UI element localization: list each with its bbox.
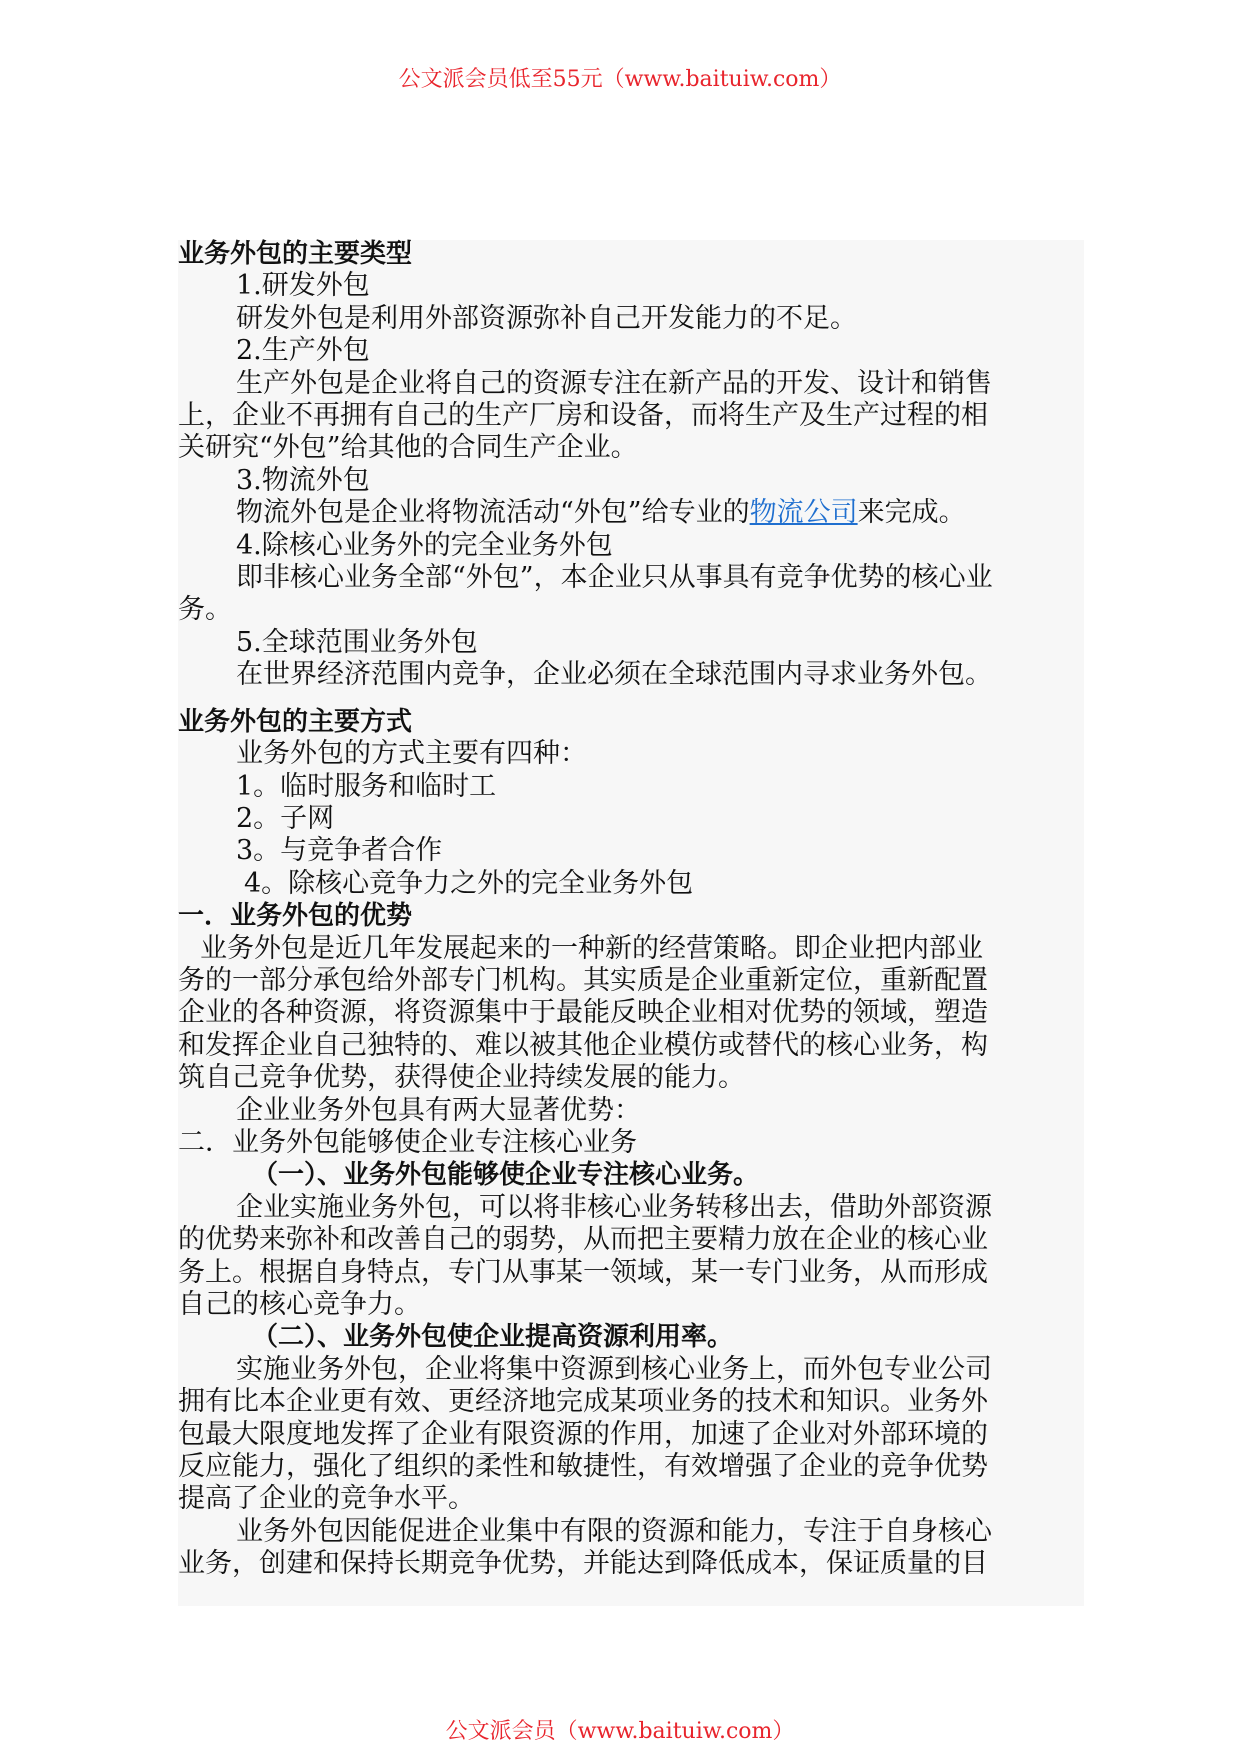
paragraph-line: 包最大限度地发挥了企业有限资源的作用，加速了企业对外部环境的 — [178, 1418, 988, 1450]
item-text: 即非核心业务全部“外包”，本企业只从事具有竞争优势的核心业 — [236, 562, 993, 594]
item-text-part: 来完成。 — [857, 497, 966, 529]
list-item: 4。除核心竞争力之外的完全业务外包 — [244, 867, 694, 899]
paragraph-line: 筑自己竞争优势，获得使企业持续发展的能力。 — [178, 1062, 745, 1094]
item-title: 3.物流外包 — [236, 464, 370, 496]
item-text: 上，企业不再拥有自己的生产厂房和设备，而将生产及生产过程的相 — [178, 400, 988, 432]
item-text: 研发外包是利用外部资源弥补自己开发能力的不足。 — [236, 302, 857, 334]
document-body — [178, 238, 1084, 1581]
item-title: 4.除核心业务外的完全业务外包 — [236, 529, 613, 561]
paragraph-line: 业务，创建和保持长期竞争优势，并能达到降低成本，保证质量的目 — [178, 1548, 988, 1580]
item-text-part: 物流外包是企业将物流活动“外包”给专业的 — [236, 497, 750, 529]
footer-watermark: 公文派会员（www.baituiw.com） — [445, 1719, 795, 1744]
header-watermark: 公文派会员低至55元（www.baituiw.com） — [398, 67, 842, 92]
paragraph-line: 实施业务外包，企业将集中资源到核心业务上，而外包专业公司 — [236, 1353, 992, 1385]
paragraph-line: 业务外包是近几年发展起来的一种新的经营策略。即企业把内部业 — [200, 932, 983, 964]
section-heading-types: 业务外包的主要类型 — [178, 239, 413, 269]
paragraph-line: 企业实施业务外包，可以将非核心业务转移出去，借助外部资源 — [236, 1191, 992, 1223]
spacer — [178, 692, 1084, 706]
point-heading: 二．业务外包能够使企业专注核心业务 — [178, 1126, 637, 1158]
item-text: 务。 — [178, 594, 232, 626]
logistics-company-link[interactable]: 物流公司 — [749, 497, 858, 529]
paragraph-line: 自己的核心竞争力。 — [178, 1289, 421, 1320]
paragraph-line: 和发挥企业自己独特的、难以被其他企业模仿或替代的核心业务，构 — [178, 1029, 988, 1061]
subsection-heading: （二）、业务外包使企业提高资源利用率。 — [252, 1322, 734, 1353]
list-item: 1。临时服务和临时工 — [236, 770, 497, 802]
item-title: 2.生产外包 — [236, 335, 370, 367]
item-text — [178, 497, 1084, 529]
item-text: 在世界经济范围内竞争，企业必须在全球范围内寻求业务外包。 — [236, 659, 992, 691]
paragraph-line: 提高了企业的竞争水平。 — [178, 1483, 475, 1515]
item-title: 1.研发外包 — [236, 270, 370, 302]
section-heading-methods: 业务外包的主要方式 — [178, 706, 413, 737]
intro-text: 业务外包的方式主要有四种： — [236, 738, 587, 770]
paragraph-line: 企业的各种资源，将资源集中于最能反映企业相对优势的领域，塑造 — [178, 997, 988, 1029]
paragraph-line: 反应能力，强化了组织的柔性和敏捷性，有效增强了企业的竞争优势 — [178, 1451, 988, 1483]
paragraph-line: 务上。根据自身特点，专门从事某一领域，某一专门业务，从而形成 — [178, 1256, 988, 1288]
list-item: 2。子网 — [236, 802, 335, 834]
paragraph-line: 业务外包因能促进企业集中有限的资源和能力，专注于自身核心 — [236, 1515, 992, 1547]
paragraph-line: 的优势来弥补和改善自己的弱势，从而把主要精力放在企业的核心业 — [178, 1224, 988, 1256]
paragraph-line: 务的一部分承包给外部专门机构。其实质是企业重新定位，重新配置 — [178, 964, 988, 996]
item-title: 5.全球范围业务外包 — [236, 626, 478, 658]
item-text: 关研究“外包”给其他的合同生产企业。 — [178, 432, 638, 464]
item-text: 生产外包是企业将自己的资源专注在新产品的开发、设计和销售 — [236, 367, 992, 399]
subsection-heading: （一）、业务外包能够使企业专注核心业务。 — [252, 1160, 760, 1191]
list-item: 3。与竞争者合作 — [236, 835, 443, 867]
paragraph-line: 企业业务外包具有两大显著优势： — [236, 1094, 641, 1126]
paragraph-line: 拥有比本企业更有效、更经济地完成某项业务的技术和知识。业务外 — [178, 1386, 988, 1418]
section-heading-advantages: 一．业务外包的优势 — [178, 901, 413, 932]
